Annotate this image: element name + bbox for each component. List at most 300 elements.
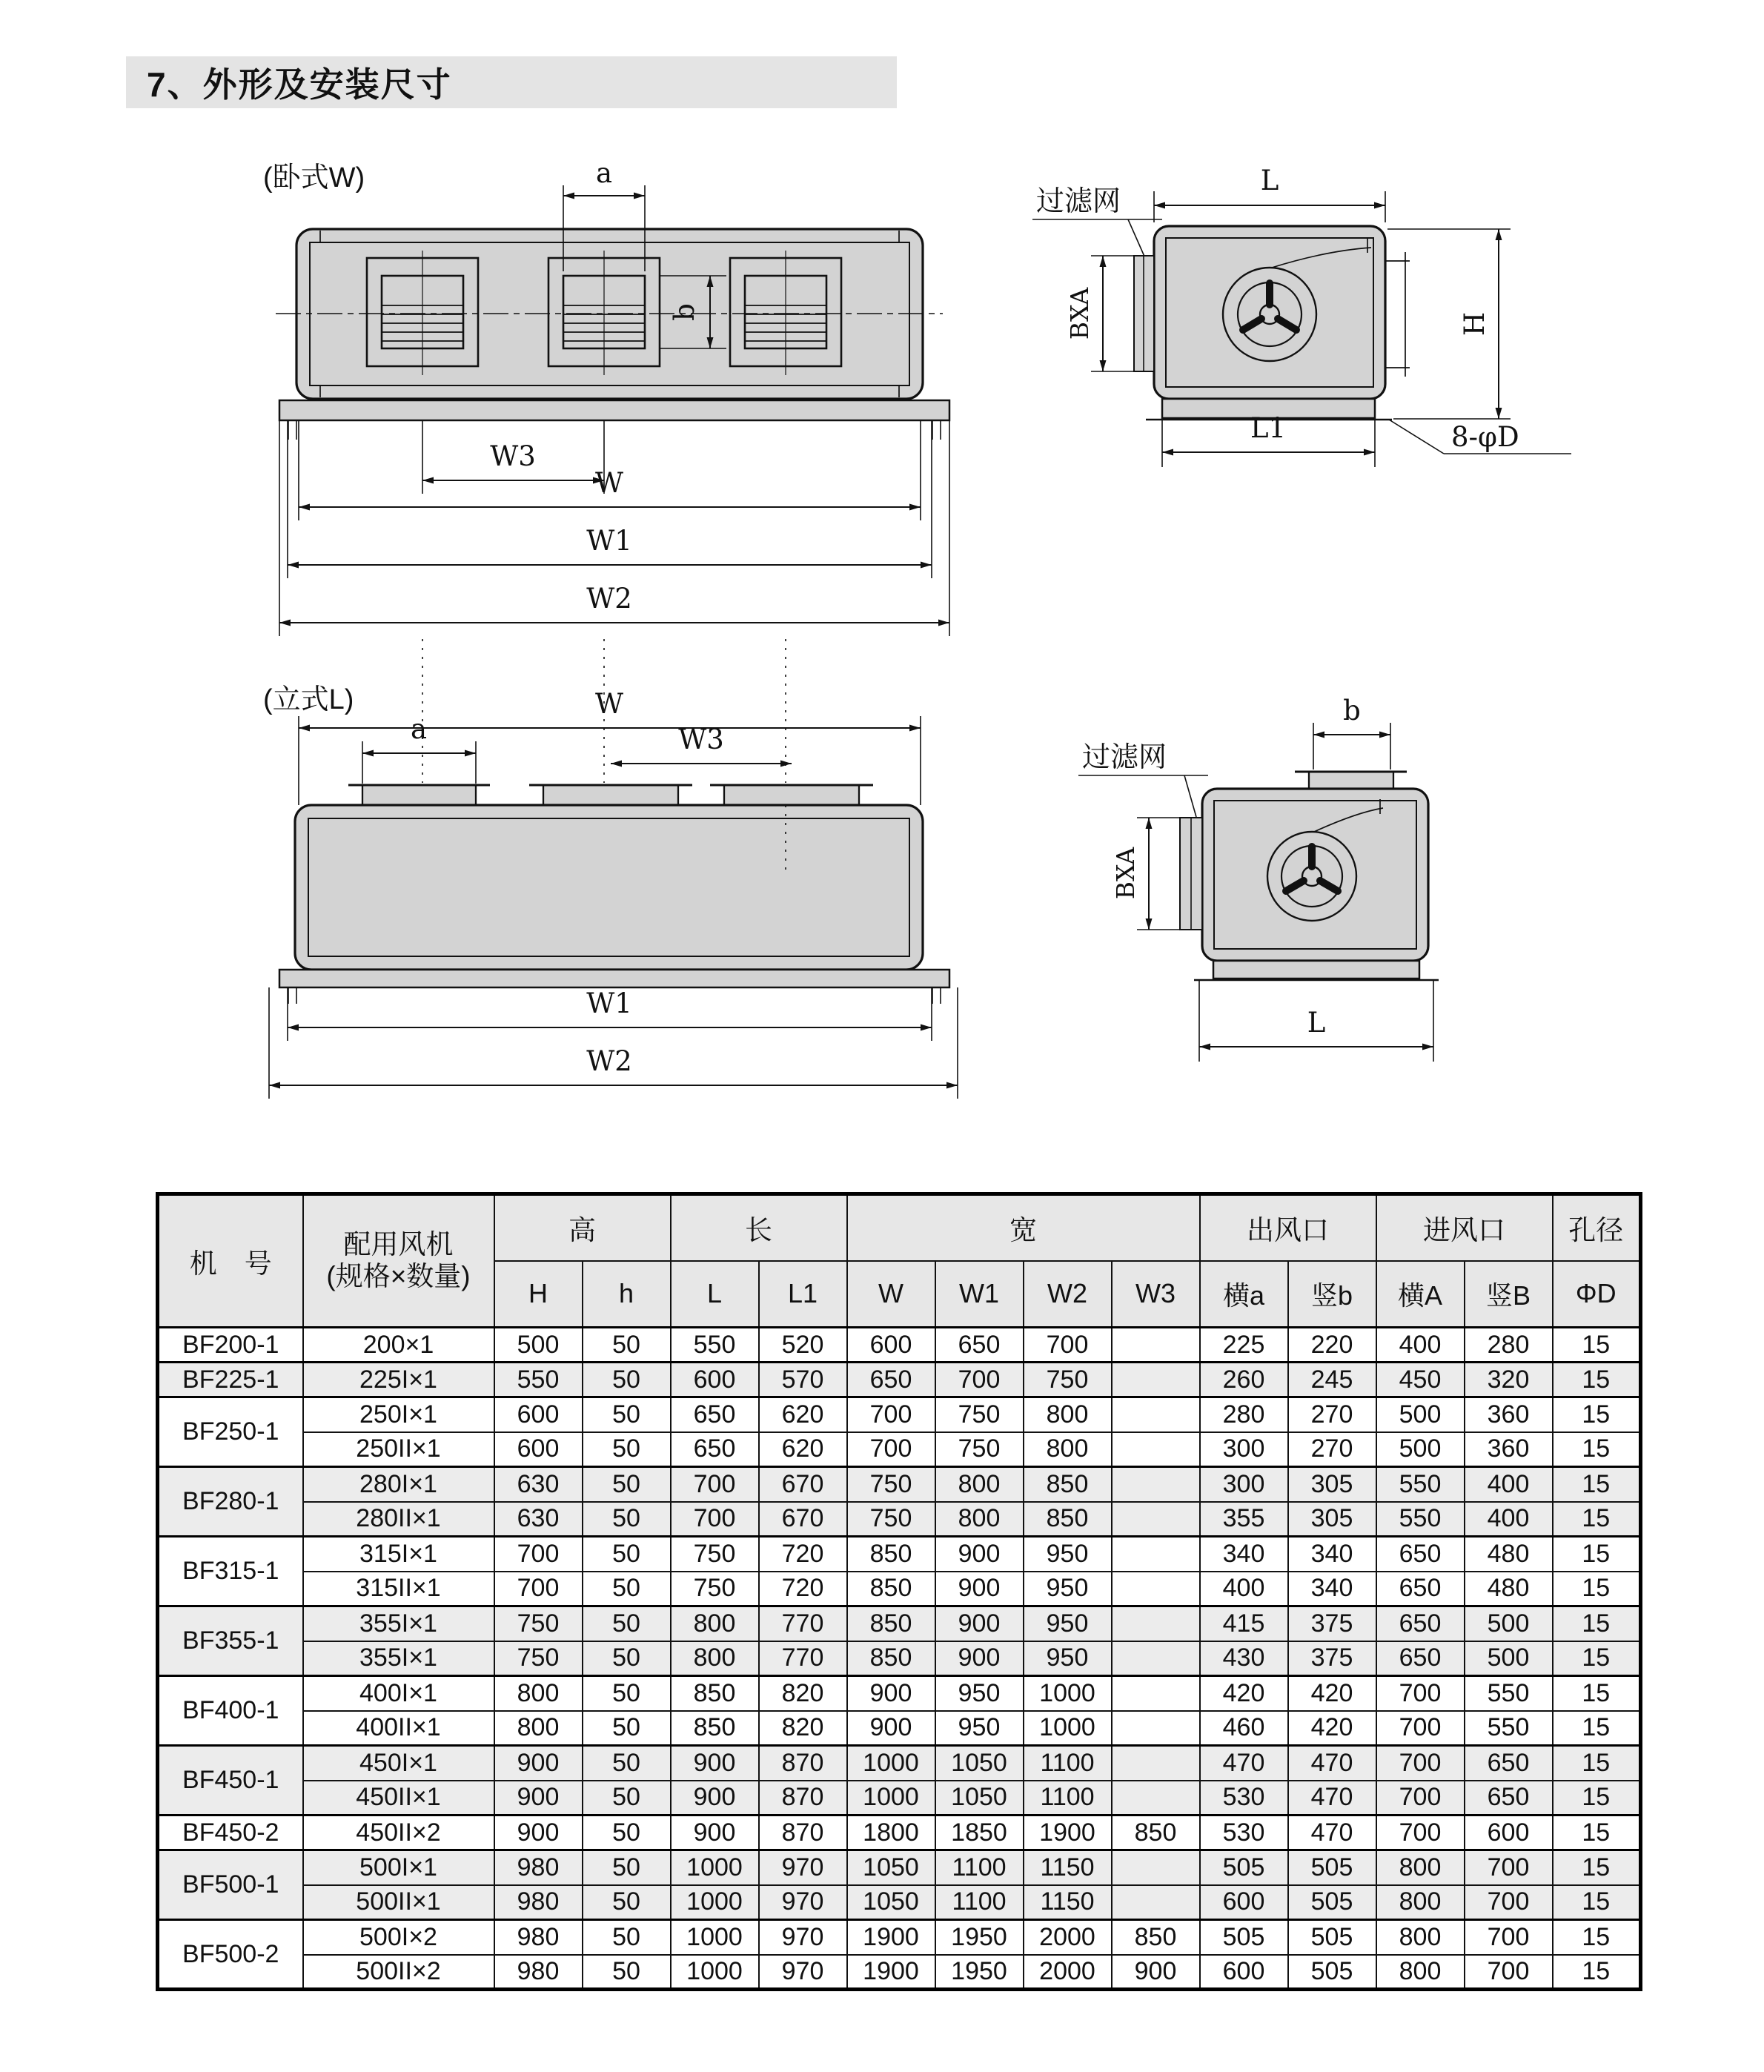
model-cell: BF400-1 <box>158 1676 303 1746</box>
table-row <box>158 1397 1641 1432</box>
dim-value-cell: 420 <box>1288 1676 1376 1711</box>
dim-value-cell: 1050 <box>935 1781 1024 1816</box>
dim-value-cell <box>1112 1641 1200 1676</box>
dim-value-cell: 505 <box>1200 1850 1288 1885</box>
dim-value-cell: 50 <box>583 1397 671 1432</box>
dim-value-cell: 15 <box>1553 1920 1641 1955</box>
dim-value-cell: 650 <box>1465 1781 1553 1816</box>
svg-text:L: L <box>1260 165 1279 196</box>
dim-value-cell: 750 <box>671 1572 759 1606</box>
dim-value-cell: 15 <box>1553 1502 1641 1537</box>
dim-value-cell <box>1112 1676 1200 1711</box>
dim-value-cell: 970 <box>759 1885 847 1920</box>
dim-value-cell: 1100 <box>1024 1781 1112 1816</box>
svg-text:L1: L1 <box>1250 412 1287 444</box>
dim-value-cell: 50 <box>583 1816 671 1850</box>
model-cell: BF450-2 <box>158 1816 303 1850</box>
dim-value-cell: 630 <box>494 1502 583 1537</box>
dim-value-cell: 550 <box>494 1363 583 1397</box>
dim-value-cell: 50 <box>583 1641 671 1676</box>
fan-spec-cell: 450II×1 <box>303 1781 494 1816</box>
dim-value-cell: 850 <box>1112 1920 1200 1955</box>
dim-value-cell: 500 <box>1376 1397 1465 1432</box>
model-cell: BF355-1 <box>158 1606 303 1676</box>
dim-value-cell: 430 <box>1200 1641 1288 1676</box>
header-sub: h <box>583 1261 671 1328</box>
dim-value-cell: 520 <box>759 1328 847 1363</box>
header-sub: W2 <box>1024 1261 1112 1328</box>
dim-value-cell: 700 <box>1465 1885 1553 1920</box>
dim-value-cell: 15 <box>1553 1432 1641 1467</box>
dim-value-cell: 1950 <box>935 1920 1024 1955</box>
dim-value-cell: 50 <box>583 1746 671 1781</box>
svg-text:H: H <box>1459 311 1491 337</box>
vertical-caption: (立式L) <box>263 684 354 715</box>
dim-value-cell: 700 <box>1376 1711 1465 1746</box>
dim-value-cell: 670 <box>759 1502 847 1537</box>
dim-value-cell: 750 <box>671 1537 759 1572</box>
dim-value-cell: 1000 <box>671 1850 759 1885</box>
dim-value-cell: 650 <box>1376 1572 1465 1606</box>
dim-value-cell: 15 <box>1553 1467 1641 1502</box>
dim-value-cell: 50 <box>583 1955 671 1990</box>
base-plate <box>279 400 949 420</box>
dim-value-cell: 15 <box>1553 1606 1641 1641</box>
svg-text:L: L <box>1307 1007 1326 1039</box>
table-row <box>158 1746 1641 1781</box>
dim-value-cell: 750 <box>1024 1363 1112 1397</box>
dim-value-cell: 1000 <box>671 1885 759 1920</box>
dim-value-cell: 600 <box>1465 1816 1553 1850</box>
dim-value-cell: 500 <box>1376 1432 1465 1467</box>
svg-text:b: b <box>669 303 700 321</box>
dim-value-cell: 750 <box>847 1502 935 1537</box>
dim-value-cell: 1000 <box>847 1746 935 1781</box>
fan-spec-cell: 500II×1 <box>303 1885 494 1920</box>
svg-text:W2: W2 <box>586 583 632 615</box>
dim-value-cell: 420 <box>1288 1711 1376 1746</box>
dim-value-cell: 650 <box>935 1328 1024 1363</box>
base-plate <box>1213 961 1419 979</box>
dim-h <box>1387 229 1511 419</box>
dim-value-cell: 850 <box>671 1676 759 1711</box>
dim-value-cell: 970 <box>759 1920 847 1955</box>
dim-value-cell: 15 <box>1553 1885 1641 1920</box>
model-cell: BF500-1 <box>158 1850 303 1920</box>
dim-value-cell: 50 <box>583 1572 671 1606</box>
dim-value-cell: 1100 <box>935 1850 1024 1885</box>
dim-value-cell: 700 <box>1465 1850 1553 1885</box>
dim-value-cell: 530 <box>1200 1781 1288 1816</box>
svg-text:W: W <box>594 467 624 499</box>
dim-value-cell: 1000 <box>671 1920 759 1955</box>
dim-value-cell: 1000 <box>1024 1711 1112 1746</box>
dim-value-cell: 700 <box>1376 1816 1465 1850</box>
dim-value-cell: 50 <box>583 1676 671 1711</box>
dim-value-cell: 850 <box>1024 1467 1112 1502</box>
dim-w3 <box>422 420 604 494</box>
vertical-front-view <box>263 684 958 1099</box>
dim-value-cell: 15 <box>1553 1572 1641 1606</box>
fan-spec-cell: 250II×1 <box>303 1432 494 1467</box>
dim-value-cell <box>1112 1502 1200 1537</box>
dim-value-cell <box>1112 1781 1200 1816</box>
table-row <box>158 1676 1641 1711</box>
dim-value-cell: 700 <box>847 1397 935 1432</box>
dim-value-cell <box>1112 1850 1200 1885</box>
header-sub: 竖b <box>1288 1261 1376 1328</box>
dim-value-cell: 225 <box>1200 1328 1288 1363</box>
fan-spec-cell: 225I×1 <box>303 1363 494 1397</box>
dim-value-cell: 340 <box>1288 1537 1376 1572</box>
dim-value-cell: 50 <box>583 1711 671 1746</box>
dim-value-cell: 870 <box>759 1746 847 1781</box>
dim-value-cell: 750 <box>935 1432 1024 1467</box>
fan-spec-cell: 280I×1 <box>303 1467 494 1502</box>
model-cell: BF315-1 <box>158 1537 303 1606</box>
model-cell: BF250-1 <box>158 1397 303 1467</box>
dim-value-cell: 470 <box>1288 1746 1376 1781</box>
svg-text:W1: W1 <box>586 525 632 557</box>
dim-value-cell: 770 <box>759 1606 847 1641</box>
dim-value-cell: 50 <box>583 1432 671 1467</box>
dim-value-cell: 800 <box>671 1606 759 1641</box>
dim-b <box>1313 695 1390 769</box>
dim-value-cell: 800 <box>935 1467 1024 1502</box>
dim-value-cell: 505 <box>1288 1920 1376 1955</box>
table-row <box>158 1850 1641 1885</box>
header-sub: ΦD <box>1553 1261 1641 1328</box>
dim-value-cell: 720 <box>759 1537 847 1572</box>
table-body <box>158 1328 1641 1990</box>
dim-value-cell: 820 <box>759 1711 847 1746</box>
table-row <box>158 1502 1641 1537</box>
dim-value-cell: 15 <box>1553 1397 1641 1432</box>
fan-spec-cell: 200×1 <box>303 1328 494 1363</box>
svg-text:a: a <box>595 157 613 189</box>
dim-value-cell: 1800 <box>847 1816 935 1850</box>
dim-value-cell: 505 <box>1288 1850 1376 1885</box>
dim-value-cell: 700 <box>671 1467 759 1502</box>
dim-value-cell: 470 <box>1200 1746 1288 1781</box>
dim-value-cell: 800 <box>1024 1432 1112 1467</box>
dim-value-cell: 50 <box>583 1363 671 1397</box>
dim-value-cell: 50 <box>583 1467 671 1502</box>
unit-body <box>1154 226 1385 399</box>
dim-value-cell: 15 <box>1553 1328 1641 1363</box>
dim-value-cell: 700 <box>494 1537 583 1572</box>
table-row <box>158 1572 1641 1606</box>
model-cell: BF200-1 <box>158 1328 303 1363</box>
table-row <box>158 1467 1641 1502</box>
table-row <box>158 1816 1641 1850</box>
header-fan: 配用风机 (规格×数量) <box>303 1194 494 1328</box>
dim-value-cell: 1900 <box>1024 1816 1112 1850</box>
dim-value-cell: 320 <box>1465 1363 1553 1397</box>
dim-value-cell: 400 <box>1376 1328 1465 1363</box>
header-sub: 横a <box>1200 1261 1288 1328</box>
dim-value-cell: 670 <box>759 1467 847 1502</box>
dim-value-cell: 900 <box>494 1816 583 1850</box>
dim-value-cell: 650 <box>1376 1641 1465 1676</box>
svg-text:BXA: BXA <box>1111 847 1140 900</box>
dim-value-cell: 980 <box>494 1955 583 1990</box>
dim-value-cell: 900 <box>847 1711 935 1746</box>
dim-value-cell: 800 <box>1376 1885 1465 1920</box>
dim-value-cell: 50 <box>583 1920 671 1955</box>
dim-value-cell: 650 <box>671 1397 759 1432</box>
dim-value-cell: 2000 <box>1024 1920 1112 1955</box>
dim-value-cell: 970 <box>759 1955 847 1990</box>
dim-value-cell: 470 <box>1288 1816 1376 1850</box>
fan-spec-cell: 355I×1 <box>303 1641 494 1676</box>
dim-value-cell: 600 <box>1200 1885 1288 1920</box>
dim-value-cell: 1950 <box>935 1955 1024 1990</box>
dim-value-cell: 245 <box>1288 1363 1376 1397</box>
fan-spec-cell: 500I×2 <box>303 1920 494 1955</box>
dim-value-cell: 850 <box>1112 1816 1200 1850</box>
table-row <box>158 1537 1641 1572</box>
dim-value-cell: 1000 <box>847 1781 935 1816</box>
model-cell: BF280-1 <box>158 1467 303 1537</box>
dim-value-cell: 500 <box>1465 1641 1553 1676</box>
dim-value-cell: 360 <box>1465 1397 1553 1432</box>
header-sub: H <box>494 1261 583 1328</box>
svg-text:8-φD: 8-φD <box>1451 421 1519 453</box>
fan-spec-cell: 315I×1 <box>303 1537 494 1572</box>
dim-value-cell: 15 <box>1553 1537 1641 1572</box>
dim-l <box>1154 165 1385 222</box>
dim-value-cell: 480 <box>1465 1572 1553 1606</box>
dim-value-cell: 650 <box>1465 1746 1553 1781</box>
dim-value-cell: 50 <box>583 1850 671 1885</box>
dim-value-cell: 50 <box>583 1502 671 1537</box>
dim-value-cell: 530 <box>1200 1816 1288 1850</box>
dim-value-cell: 1050 <box>847 1850 935 1885</box>
dim-value-cell: 400 <box>1200 1572 1288 1606</box>
dim-value-cell: 750 <box>494 1606 583 1641</box>
dim-value-cell: 415 <box>1200 1606 1288 1641</box>
fan-spec-cell: 500I×1 <box>303 1850 494 1885</box>
dim-value-cell: 50 <box>583 1781 671 1816</box>
dim-value-cell: 950 <box>935 1676 1024 1711</box>
dim-value-cell: 15 <box>1553 1746 1641 1781</box>
dim-value-cell: 600 <box>671 1363 759 1397</box>
dim-value-cell: 700 <box>671 1502 759 1537</box>
dim-value-cell: 700 <box>935 1363 1024 1397</box>
dim-value-cell: 300 <box>1200 1467 1288 1502</box>
horizontal-side-view <box>1032 165 1571 467</box>
svg-text:W3: W3 <box>678 724 724 755</box>
dim-value-cell: 950 <box>935 1711 1024 1746</box>
dim-value-cell: 900 <box>935 1537 1024 1572</box>
dim-value-cell: 870 <box>759 1816 847 1850</box>
dim-value-cell: 1900 <box>847 1920 935 1955</box>
dim-value-cell: 800 <box>1376 1955 1465 1990</box>
header-sub: W1 <box>935 1261 1024 1328</box>
dim-value-cell: 550 <box>1376 1467 1465 1502</box>
dim-value-cell: 950 <box>1024 1641 1112 1676</box>
dim-value-cell: 600 <box>494 1397 583 1432</box>
fan-spec-cell: 355I×1 <box>303 1606 494 1641</box>
dim-value-cell: 900 <box>671 1781 759 1816</box>
table-row <box>158 1432 1641 1467</box>
dim-value-cell <box>1112 1537 1200 1572</box>
dim-value-cell: 500 <box>494 1328 583 1363</box>
dim-value-cell: 355 <box>1200 1502 1288 1537</box>
model-cell: BF225-1 <box>158 1363 303 1397</box>
header-length-group: 长 <box>671 1194 847 1261</box>
dim-value-cell: 700 <box>1376 1746 1465 1781</box>
table-row <box>158 1363 1641 1397</box>
horizontal-caption: (卧式W) <box>263 162 365 193</box>
header-sub: L <box>671 1261 759 1328</box>
header-model: 机 号 <box>158 1194 303 1328</box>
dim-w1 <box>288 987 932 1041</box>
top-nozzles <box>348 785 873 805</box>
dim-l <box>1199 980 1433 1062</box>
dim-bxa <box>1111 818 1180 930</box>
svg-text:过滤网: 过滤网 <box>1082 742 1167 773</box>
dim-value-cell: 970 <box>759 1850 847 1885</box>
dim-value-cell: 850 <box>847 1641 935 1676</box>
dim-value-cell: 270 <box>1288 1397 1376 1432</box>
dim-value-cell: 1150 <box>1024 1885 1112 1920</box>
dim-value-cell: 450 <box>1376 1363 1465 1397</box>
dim-value-cell: 505 <box>1288 1885 1376 1920</box>
dim-value-cell: 570 <box>759 1363 847 1397</box>
fan-spec-cell: 315II×1 <box>303 1572 494 1606</box>
vertical-side-view <box>1078 695 1439 1062</box>
dim-value-cell: 800 <box>494 1676 583 1711</box>
header-outlet-group: 出风口 <box>1200 1194 1376 1261</box>
header-sub: L1 <box>759 1261 847 1328</box>
header-height-group: 高 <box>494 1194 671 1261</box>
dim-value-cell: 15 <box>1553 1676 1641 1711</box>
dim-value-cell: 800 <box>1024 1397 1112 1432</box>
dim-value-cell: 340 <box>1200 1537 1288 1572</box>
dim-value-cell: 1150 <box>1024 1850 1112 1885</box>
dim-value-cell: 800 <box>494 1711 583 1746</box>
dim-value-cell: 900 <box>494 1746 583 1781</box>
unit-body <box>295 805 923 970</box>
dim-value-cell: 850 <box>847 1537 935 1572</box>
dim-value-cell: 15 <box>1553 1816 1641 1850</box>
dim-value-cell: 800 <box>935 1502 1024 1537</box>
dim-value-cell <box>1112 1397 1200 1432</box>
svg-text:W1: W1 <box>586 987 632 1019</box>
dim-value-cell: 650 <box>847 1363 935 1397</box>
dim-value-cell: 650 <box>1376 1606 1465 1641</box>
dim-value-cell: 900 <box>935 1641 1024 1676</box>
filter-callout <box>1032 186 1162 258</box>
dim-value-cell: 900 <box>1112 1955 1200 1990</box>
dim-w3 <box>611 724 792 764</box>
dim-value-cell: 300 <box>1200 1432 1288 1467</box>
dim-value-cell: 1000 <box>1024 1676 1112 1711</box>
header-sub: 竖B <box>1465 1261 1553 1328</box>
dim-value-cell <box>1112 1572 1200 1606</box>
dim-value-cell: 600 <box>494 1432 583 1467</box>
dim-value-cell: 700 <box>1376 1781 1465 1816</box>
dim-value-cell: 15 <box>1553 1781 1641 1816</box>
dim-value-cell: 340 <box>1288 1572 1376 1606</box>
dim-value-cell: 980 <box>494 1850 583 1885</box>
header-inlet-group: 进风口 <box>1376 1194 1553 1261</box>
dim-value-cell: 620 <box>759 1397 847 1432</box>
dim-value-cell: 700 <box>1465 1920 1553 1955</box>
dim-value-cell: 1050 <box>935 1746 1024 1781</box>
header-sub: 横A <box>1376 1261 1465 1328</box>
fan-spec-cell: 500II×2 <box>303 1955 494 1990</box>
fan-spec-cell: 250I×1 <box>303 1397 494 1432</box>
dim-value-cell: 50 <box>583 1537 671 1572</box>
dim-value-cell <box>1112 1363 1200 1397</box>
dim-a <box>362 713 476 784</box>
dim-value-cell: 2000 <box>1024 1955 1112 1990</box>
dim-value-cell: 770 <box>759 1641 847 1676</box>
dim-value-cell: 800 <box>671 1641 759 1676</box>
dim-value-cell: 260 <box>1200 1363 1288 1397</box>
dim-value-cell: 950 <box>1024 1606 1112 1641</box>
holes-callout <box>1389 420 1571 454</box>
dim-value-cell: 950 <box>1024 1537 1112 1572</box>
dim-value-cell: 620 <box>759 1432 847 1467</box>
svg-text:W3: W3 <box>490 440 536 472</box>
table-header <box>158 1194 1641 1328</box>
dim-value-cell <box>1112 1467 1200 1502</box>
dim-bxa <box>1065 256 1134 371</box>
svg-text:a: a <box>410 713 428 745</box>
dim-value-cell: 305 <box>1288 1467 1376 1502</box>
dim-value-cell: 900 <box>935 1606 1024 1641</box>
dim-value-cell: 800 <box>1376 1920 1465 1955</box>
dim-value-cell: 950 <box>1024 1572 1112 1606</box>
table-row <box>158 1781 1641 1816</box>
dim-value-cell: 630 <box>494 1467 583 1502</box>
dim-value-cell <box>1112 1432 1200 1467</box>
table-row <box>158 1641 1641 1676</box>
top-nozzle <box>1309 772 1393 789</box>
header-width-group: 宽 <box>847 1194 1200 1261</box>
fan-spec-cell: 280II×1 <box>303 1502 494 1537</box>
header-hole-group: 孔径 <box>1553 1194 1641 1261</box>
dim-value-cell: 550 <box>1465 1711 1553 1746</box>
dim-value-cell <box>1112 1885 1200 1920</box>
dimension-table <box>156 1192 1642 1991</box>
table-row <box>158 1920 1641 1955</box>
model-cell: BF500-2 <box>158 1920 303 1990</box>
table-row <box>158 1328 1641 1363</box>
dim-value-cell: 850 <box>847 1606 935 1641</box>
dim-value-cell: 1900 <box>847 1955 935 1990</box>
svg-text:W: W <box>594 688 624 720</box>
dim-value-cell: 505 <box>1288 1955 1376 1990</box>
dim-value-cell: 400 <box>1465 1502 1553 1537</box>
section-title: 7、外形及安装尺寸 <box>147 65 452 104</box>
dim-value-cell: 700 <box>1465 1955 1553 1990</box>
dim-value-cell: 850 <box>1024 1502 1112 1537</box>
fan-spec-cell: 450I×1 <box>303 1746 494 1781</box>
dim-value-cell: 850 <box>671 1711 759 1746</box>
dim-value-cell: 280 <box>1465 1328 1553 1363</box>
dim-value-cell: 550 <box>671 1328 759 1363</box>
table-row <box>158 1711 1641 1746</box>
dim-value-cell: 460 <box>1200 1711 1288 1746</box>
dim-value-cell: 1100 <box>1024 1746 1112 1781</box>
dim-value-cell: 900 <box>494 1781 583 1816</box>
dim-value-cell: 1850 <box>935 1816 1024 1850</box>
